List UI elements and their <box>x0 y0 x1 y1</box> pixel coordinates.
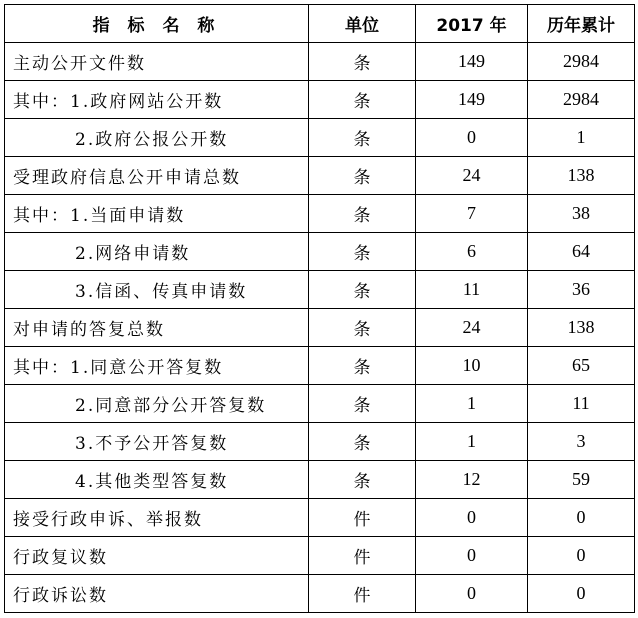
row-unit: 条 <box>309 461 416 499</box>
row-cumulative-value: 0 <box>528 575 635 613</box>
table-row <box>5 81 635 119</box>
row-year-value: 11 <box>416 271 528 309</box>
row-indicator-name: 2.网络申请数 <box>5 233 309 271</box>
row-year-value: 24 <box>416 157 528 195</box>
row-unit: 条 <box>309 43 416 81</box>
row-unit: 条 <box>309 385 416 423</box>
row-cumulative-value: 138 <box>528 309 635 347</box>
table-row <box>5 157 635 195</box>
table-row <box>5 195 635 233</box>
row-indicator-name: 4.其他类型答复数 <box>5 461 309 499</box>
row-cumulative-value: 3 <box>528 423 635 461</box>
table-row <box>5 43 635 81</box>
row-year-value: 0 <box>416 537 528 575</box>
row-year-value: 12 <box>416 461 528 499</box>
table-row <box>5 385 635 423</box>
row-indicator-name: 其中：1.当面申请数 <box>5 195 309 233</box>
row-cumulative-value: 11 <box>528 385 635 423</box>
row-cumulative-value: 59 <box>528 461 635 499</box>
header-indicator-name: 指 标 名 称 <box>5 5 309 43</box>
row-indicator-name: 其中：1.政府网站公开数 <box>5 81 309 119</box>
row-year-value: 0 <box>416 575 528 613</box>
table-row <box>5 233 635 271</box>
row-year-value: 0 <box>416 119 528 157</box>
row-year-value: 6 <box>416 233 528 271</box>
row-year-value: 10 <box>416 347 528 385</box>
row-unit: 件 <box>309 537 416 575</box>
row-indicator-name: 2.同意部分公开答复数 <box>5 385 309 423</box>
row-unit: 条 <box>309 119 416 157</box>
row-indicator-name: 主动公开文件数 <box>5 43 309 81</box>
header-year: 2017 年 <box>416 5 528 43</box>
row-year-value: 149 <box>416 81 528 119</box>
row-cumulative-value: 1 <box>528 119 635 157</box>
row-cumulative-value: 138 <box>528 157 635 195</box>
header-unit: 单位 <box>309 5 416 43</box>
row-unit: 件 <box>309 575 416 613</box>
table-row <box>5 499 635 537</box>
row-unit: 条 <box>309 271 416 309</box>
row-indicator-name: 接受行政申诉、举报数 <box>5 499 309 537</box>
row-indicator-name: 对申请的答复总数 <box>5 309 309 347</box>
statistics-table <box>4 4 635 613</box>
row-indicator-name: 3.信函、传真申请数 <box>5 271 309 309</box>
table-body <box>5 43 635 613</box>
row-indicator-name: 受理政府信息公开申请总数 <box>5 157 309 195</box>
row-unit: 条 <box>309 195 416 233</box>
row-year-value: 24 <box>416 309 528 347</box>
row-unit: 条 <box>309 81 416 119</box>
row-indicator-name: 行政诉讼数 <box>5 575 309 613</box>
row-cumulative-value: 2984 <box>528 43 635 81</box>
row-unit: 条 <box>309 157 416 195</box>
row-year-value: 149 <box>416 43 528 81</box>
row-cumulative-value: 65 <box>528 347 635 385</box>
row-unit: 件 <box>309 499 416 537</box>
header-cumulative-total: 历年累计 <box>528 5 635 43</box>
table-row <box>5 119 635 157</box>
table-row <box>5 537 635 575</box>
row-unit: 条 <box>309 347 416 385</box>
row-unit: 条 <box>309 309 416 347</box>
row-indicator-name: 3.不予公开答复数 <box>5 423 309 461</box>
row-unit: 条 <box>309 423 416 461</box>
row-year-value: 1 <box>416 385 528 423</box>
row-indicator-name: 其中：1.同意公开答复数 <box>5 347 309 385</box>
table-row <box>5 461 635 499</box>
table-row <box>5 423 635 461</box>
row-cumulative-value: 0 <box>528 499 635 537</box>
table-row <box>5 575 635 613</box>
row-indicator-name: 行政复议数 <box>5 537 309 575</box>
row-cumulative-value: 38 <box>528 195 635 233</box>
row-unit: 条 <box>309 233 416 271</box>
row-cumulative-value: 0 <box>528 537 635 575</box>
table-row <box>5 271 635 309</box>
table-row <box>5 347 635 385</box>
row-cumulative-value: 64 <box>528 233 635 271</box>
row-indicator-name: 2.政府公报公开数 <box>5 119 309 157</box>
row-cumulative-value: 2984 <box>528 81 635 119</box>
table-row <box>5 309 635 347</box>
header-row <box>5 5 635 43</box>
row-cumulative-value: 36 <box>528 271 635 309</box>
row-year-value: 1 <box>416 423 528 461</box>
row-year-value: 0 <box>416 499 528 537</box>
row-year-value: 7 <box>416 195 528 233</box>
